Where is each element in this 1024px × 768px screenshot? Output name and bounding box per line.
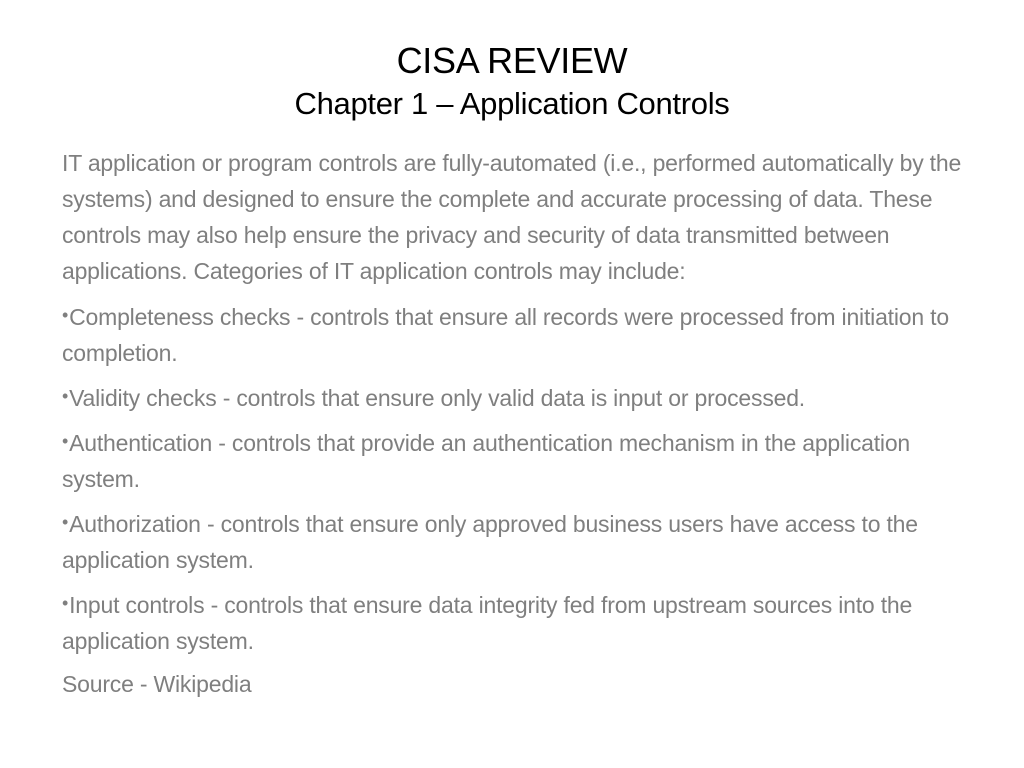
bullet-text: Authentication - controls that provide an authentication mechanism in the application system. — [62, 430, 911, 492]
bullet-marker: • — [62, 305, 69, 325]
bullet-item-completeness — [62, 297, 977, 371]
bullet-marker: • — [62, 386, 69, 406]
bullet-text: Validity checks - controls that ensure only valid data is input or processed. — [69, 385, 805, 411]
bullet-marker: • — [62, 593, 69, 613]
bullet-text: Authorization - controls that ensure only approved business users have access to the application system. — [62, 511, 918, 573]
slide-subtitle: Chapter 1 – Application Controls — [294, 86, 730, 121]
intro-paragraph: IT application or program controls are fully-automated (i.e., performed automatically by the systems) and designed to ensure the complete and accurate processing of data. These controls may also help ensure the privacy and security of data transmitted between applications. Categories of IT application controls may include: — [62, 150, 962, 284]
title-block — [0, 38, 1024, 124]
bullet-item-validity — [62, 378, 977, 416]
bullet-text: Input controls - controls that ensure data integrity fed from upstream sources into the application system. — [62, 592, 913, 654]
slide-title: CISA REVIEW — [396, 40, 628, 81]
bullet-item-authorization — [62, 504, 977, 578]
bullet-marker: • — [62, 431, 69, 451]
bullet-text: Completeness checks - controls that ensure all records were processed from initiation to completion. — [62, 304, 949, 366]
bullet-item-input-controls — [62, 585, 977, 659]
bullet-item-authentication — [62, 423, 977, 497]
slide-body — [62, 145, 977, 702]
bullet-marker: • — [62, 512, 69, 532]
source-line: Source - Wikipedia — [62, 671, 252, 697]
